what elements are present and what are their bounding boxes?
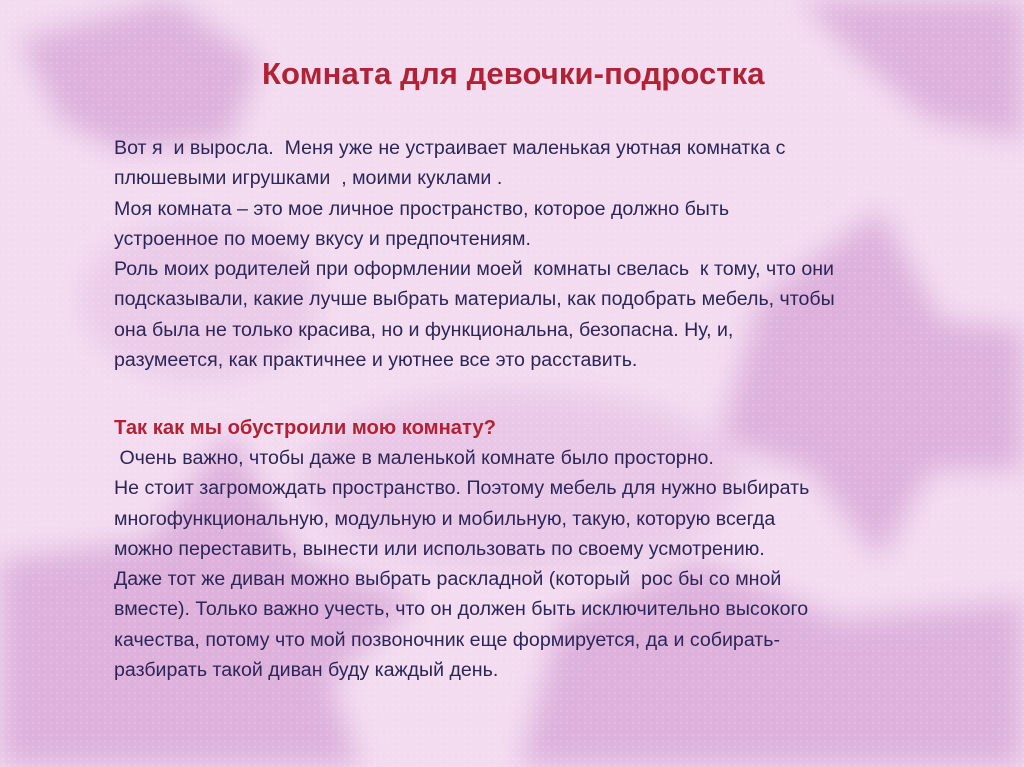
body-line: разбирать такой диван буду каждый день. bbox=[114, 659, 499, 682]
body-line: Даже тот же диван можно выбрать раскладной (который рос бы со мной bbox=[114, 568, 782, 591]
body-line: плюшевыми игрушками , моими куклами . bbox=[114, 167, 503, 190]
body-line: подсказывали, какие лучше выбрать материалы, как подобрать мебель, чтобы bbox=[114, 288, 835, 311]
body-line: Вот я и выросла. Меня уже не устраивает маленькая уютная комнатка с bbox=[114, 137, 786, 159]
body-line: вместе). Только важно учесть, что он должен быть исключительно высокого bbox=[114, 598, 809, 621]
body-line: Не стоит загромождать пространство. Поэтому мебель для нужно выбирать bbox=[114, 477, 810, 500]
body-line: Очень важно, чтобы даже в маленькой комнате было просторно. bbox=[114, 446, 714, 469]
paragraph-spacer bbox=[114, 375, 994, 405]
body-line: качества, потому что мой позвоночник еще формируется, да и собирать- bbox=[114, 628, 781, 651]
body-line: можно переставить, вынести или использовать по своему усмотрению. bbox=[114, 537, 765, 560]
slide-body bbox=[114, 133, 994, 685]
body-line: многофункциональную, модульную и мобильную, такую, которую всегда bbox=[114, 507, 776, 530]
body-line: Моя комната – это мое личное пространство, которое должно быть bbox=[114, 197, 730, 220]
body-line: разумеется, как практичнее и уютнее все это расставить. bbox=[114, 349, 638, 372]
slide-title: Комната для девочки-подростка bbox=[262, 56, 765, 91]
section-subheading: Так как мы обустроили мою комнату? bbox=[114, 416, 496, 439]
body-line: устроенное по моему вкусу и предпочтениям. bbox=[114, 227, 531, 250]
body-line: она была не только красива, но и функциональна, безопасна. Ну, и, bbox=[114, 318, 734, 341]
body-line: Роль моих родителей при оформлении моей комнаты свелась к тому, что они bbox=[114, 258, 834, 281]
